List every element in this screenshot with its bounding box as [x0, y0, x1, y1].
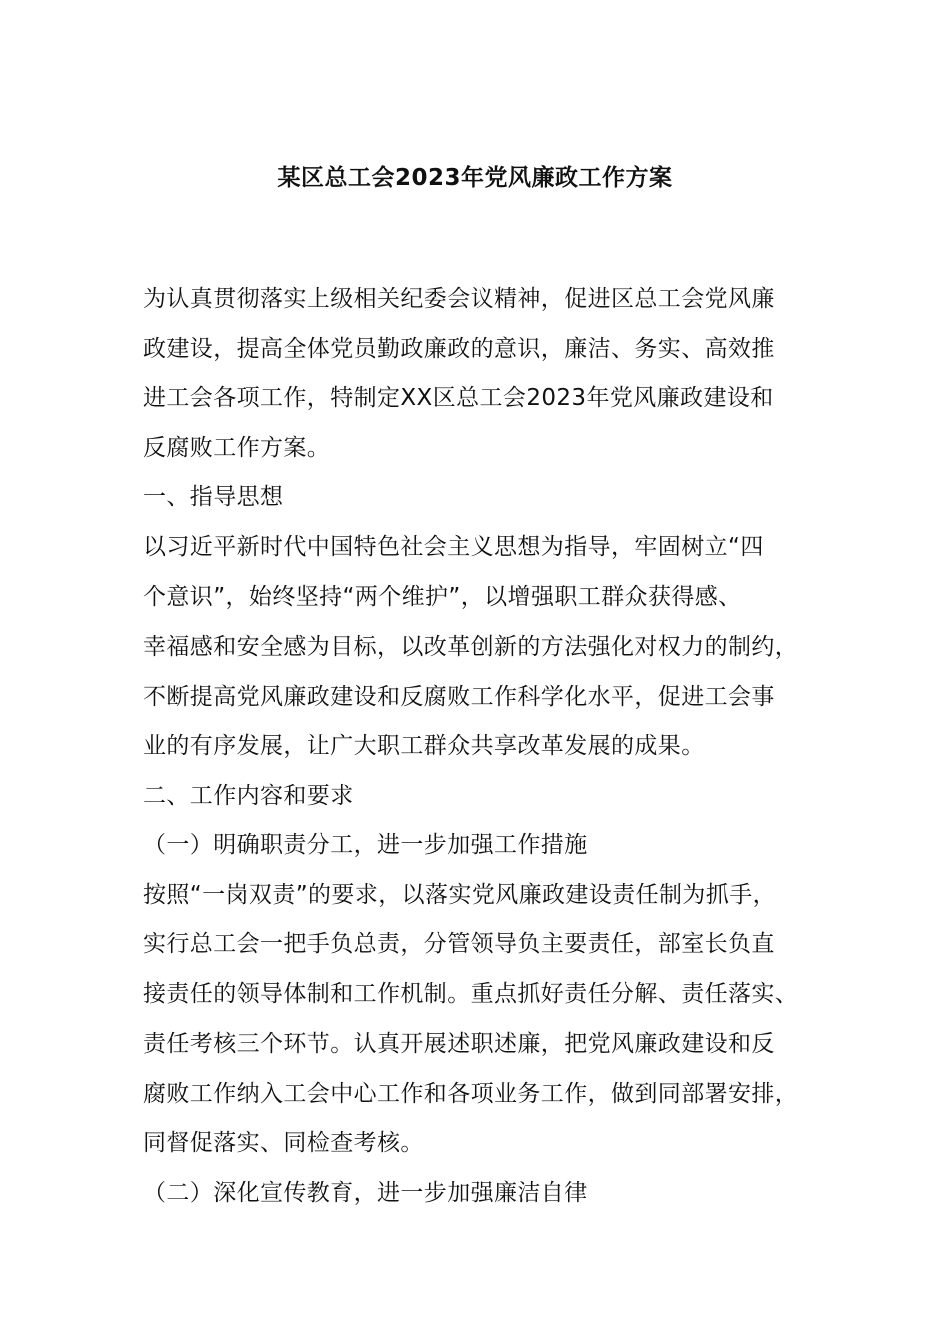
paragraph-line: 责任考核三个环节。认真开展述职述廉，把党风廉政建设和反 [143, 1031, 775, 1057]
paragraph-line: 同督促落实、同检查考核。 [143, 1130, 424, 1156]
section-heading-1: 一、指导思想 [143, 484, 284, 510]
paragraph-line: 实行总工会一把手负总责，分管领导负主要责任，部室长负直 [143, 931, 775, 957]
paragraph-line: 以习近平新时代中国特色社会主义思想为指导，牢固树立“四 [143, 534, 764, 560]
section-heading-2: 二、工作内容和要求 [143, 783, 354, 809]
paragraph-line: 业的有序发展，让广大职工群众共享改革发展的成果。 [143, 733, 705, 759]
paragraph-line: 腐败工作纳入工会中心工作和各项业务工作，做到同部署安排， [143, 1081, 799, 1107]
subsection-heading-1: （一）明确职责分工，进一步加强工作措施 [143, 832, 588, 858]
paragraph-line: 反腐败工作方案。 [143, 435, 331, 461]
document-title: 某区总工会2023年党风廉政工作方案 [277, 165, 673, 191]
paragraph-line: 政建设，提高全体党员勤政廉政的意识，廉洁、务实、高效推 [143, 336, 775, 362]
paragraph-line: 进工会各项工作，特制定XX区总工会2023年党风廉政建设和 [143, 385, 774, 411]
subsection-heading-2: （二）深化宣传教育，进一步加强廉洁自律 [143, 1180, 588, 1206]
paragraph-line: 为认真贯彻落实上级相关纪委会议精神，促进区总工会党风廉 [143, 286, 775, 312]
paragraph-line: 幸福感和安全感为目标，以改革创新的方法强化对权力的制约， [143, 634, 799, 660]
paragraph-line: 接责任的领导体制和工作机制。重点抓好责任分解、责任落实、 [143, 981, 799, 1007]
paragraph-line: 个意识”，始终坚持“两个维护”，以增强职工群众获得感、 [143, 584, 742, 610]
paragraph-line: 按照“一岗双责”的要求，以落实党风廉政建设责任制为抓手， [143, 882, 777, 908]
paragraph-line: 不断提高党风廉政建设和反腐败工作科学化水平，促进工会事 [143, 684, 775, 710]
